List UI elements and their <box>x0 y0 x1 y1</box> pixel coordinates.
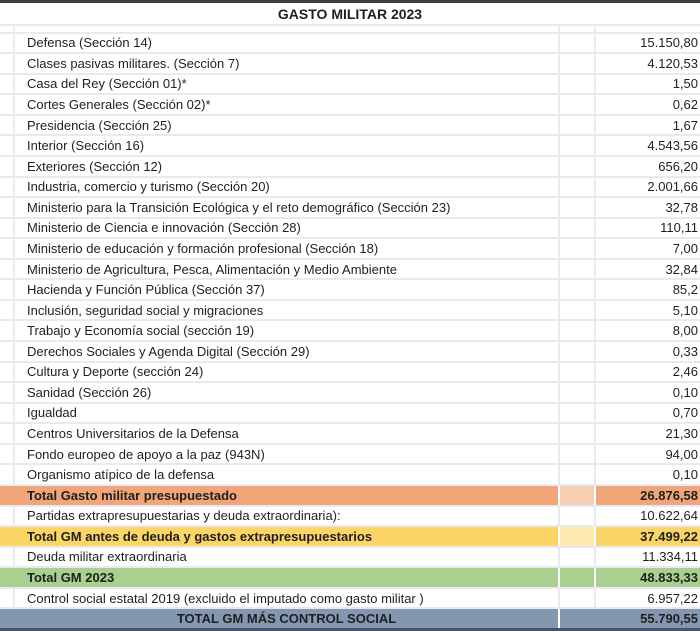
row-label-cell[interactable]: Derechos Sociales y Agenda Digital (Sección 29) <box>15 342 558 361</box>
table-row <box>0 589 700 608</box>
row-value-cell[interactable]: 48.833,33 <box>596 568 700 587</box>
row-value-cell[interactable]: 11.334,11 <box>596 548 700 567</box>
table-row <box>0 34 700 53</box>
row-index-cell[interactable] <box>0 116 15 135</box>
row-middle-cell[interactable] <box>558 527 596 546</box>
table-row <box>0 239 700 258</box>
row-label-cell[interactable] <box>15 26 558 32</box>
row-label-cell[interactable]: Total Gasto militar presupuestado <box>15 486 558 505</box>
row-value-cell[interactable]: 1,50 <box>596 75 700 94</box>
row-index-cell[interactable] <box>0 34 15 53</box>
row-label-cell[interactable]: Casa del Rey (Sección 01)* <box>15 75 558 94</box>
row-middle-cell[interactable] <box>558 95 596 114</box>
row-index-cell[interactable] <box>0 136 15 155</box>
row-value-cell[interactable]: 32,84 <box>596 260 700 279</box>
row-value-cell[interactable]: 0,10 <box>596 383 700 402</box>
row-middle-cell[interactable] <box>558 198 596 217</box>
row-middle-cell[interactable] <box>558 239 596 258</box>
table-row <box>0 609 700 628</box>
table-row <box>0 136 700 155</box>
table-row <box>0 198 700 217</box>
row-index-cell[interactable] <box>0 465 15 484</box>
row-label-cell[interactable]: Total GM antes de deuda y gastos extrapresupuestarios <box>15 527 558 546</box>
row-middle-cell[interactable] <box>558 301 596 320</box>
row-label-cell[interactable]: Partidas extrapresupuestarias y deuda extraordinaria): <box>15 507 558 526</box>
table-row <box>0 342 700 361</box>
row-middle-cell[interactable] <box>558 424 596 443</box>
row-index-cell[interactable] <box>0 239 15 258</box>
table-row <box>0 527 700 546</box>
row-index-cell[interactable] <box>0 95 15 114</box>
row-index-cell[interactable] <box>0 486 15 505</box>
table-row <box>0 404 700 423</box>
row-middle-cell[interactable] <box>558 34 596 53</box>
row-label-cell[interactable]: Deuda militar extraordinaria <box>15 548 558 567</box>
row-label-cell[interactable]: Defensa (Sección 14) <box>15 34 558 53</box>
row-value-cell[interactable]: 32,78 <box>596 198 700 217</box>
table-row <box>0 260 700 279</box>
table-row <box>0 321 700 340</box>
row-value-cell[interactable]: 8,00 <box>596 321 700 340</box>
table-row <box>0 383 700 402</box>
row-middle-cell[interactable] <box>558 321 596 340</box>
row-index-cell[interactable] <box>0 445 15 464</box>
row-index-cell[interactable] <box>0 198 15 217</box>
row-label-cell[interactable]: Cultura y Deporte (sección 24) <box>15 363 558 382</box>
row-label-cell[interactable]: Cortes Generales (Sección 02)* <box>15 95 558 114</box>
row-value-cell[interactable]: 55.790,55 <box>596 609 700 628</box>
row-value-cell[interactable]: 2,46 <box>596 363 700 382</box>
row-middle-cell[interactable] <box>558 342 596 361</box>
row-middle-cell[interactable] <box>558 404 596 423</box>
row-middle-cell[interactable] <box>558 486 596 505</box>
row-value-cell[interactable]: 1,67 <box>596 116 700 135</box>
row-label-cell[interactable]: Fondo europeo de apoyo a la paz (943N) <box>15 445 558 464</box>
row-value-cell[interactable]: 0,33 <box>596 342 700 361</box>
row-value-cell[interactable]: 85,2 <box>596 280 700 299</box>
table-row <box>0 116 700 135</box>
table-row <box>0 26 700 32</box>
table-row <box>0 219 700 238</box>
row-middle-cell[interactable] <box>558 75 596 94</box>
table-row <box>0 507 700 526</box>
row-label-cell[interactable]: Sanidad (Sección 26) <box>15 383 558 402</box>
row-middle-cell[interactable] <box>558 219 596 238</box>
row-middle-cell[interactable] <box>558 568 596 587</box>
row-index-cell[interactable] <box>0 54 15 73</box>
row-middle-cell[interactable] <box>558 136 596 155</box>
row-value-cell[interactable]: 26.876,58 <box>596 486 700 505</box>
table-row <box>0 54 700 73</box>
row-value-cell[interactable]: 94,00 <box>596 445 700 464</box>
table-row <box>0 178 700 197</box>
row-label-cell[interactable]: Interior (Sección 16) <box>15 136 558 155</box>
row-index-cell[interactable] <box>0 589 15 608</box>
row-label-cell[interactable]: Total GM 2023 <box>15 568 558 587</box>
row-middle-cell[interactable] <box>558 26 596 32</box>
row-middle-cell[interactable] <box>558 548 596 567</box>
row-value-cell[interactable]: 21,30 <box>596 424 700 443</box>
table-row <box>0 301 700 320</box>
row-value-cell[interactable]: 2.001,66 <box>596 178 700 197</box>
table-row <box>0 445 700 464</box>
row-value-cell[interactable]: 7,00 <box>596 239 700 258</box>
row-middle-cell[interactable] <box>558 157 596 176</box>
row-label-cell[interactable]: TOTAL GM MÁS CONTROL SOCIAL <box>15 609 558 628</box>
row-index-cell[interactable] <box>0 301 15 320</box>
row-value-cell[interactable]: 10.622,64 <box>596 507 700 526</box>
row-middle-cell[interactable] <box>558 260 596 279</box>
table-row <box>0 568 700 587</box>
row-value-cell[interactable]: 4.120,53 <box>596 54 700 73</box>
table-row <box>0 95 700 114</box>
row-index-cell[interactable] <box>0 75 15 94</box>
row-index-cell[interactable] <box>0 609 15 628</box>
row-index-cell[interactable] <box>0 157 15 176</box>
row-label-cell[interactable]: Hacienda y Función Pública (Sección 37) <box>15 280 558 299</box>
row-label-cell[interactable]: Industria, comercio y turismo (Sección 20) <box>15 178 558 197</box>
row-index-cell[interactable] <box>0 404 15 423</box>
table-row <box>0 548 700 567</box>
table-row <box>0 280 700 299</box>
table-row <box>0 157 700 176</box>
page-title: GASTO MILITAR 2023 <box>277 5 423 22</box>
row-index-cell[interactable] <box>0 321 15 340</box>
row-value-cell[interactable]: 15.150,80 <box>596 34 700 53</box>
row-index-cell[interactable] <box>0 280 15 299</box>
row-index-cell[interactable] <box>0 527 15 546</box>
row-value-cell[interactable]: 5,10 <box>596 301 700 320</box>
row-label-cell[interactable]: Organismo atípico de la defensa <box>15 465 558 484</box>
row-label-cell[interactable]: Ministerio para la Transición Ecológica y el reto demográfico (Sección 23) <box>15 198 558 217</box>
row-middle-cell[interactable] <box>558 363 596 382</box>
table-row <box>0 75 700 94</box>
row-index-cell[interactable] <box>0 383 15 402</box>
row-value-cell[interactable] <box>596 26 700 32</box>
row-label-cell[interactable]: Ministerio de Agricultura, Pesca, Alimentación y Medio Ambiente <box>15 260 558 279</box>
row-label-cell[interactable]: Presidencia (Sección 25) <box>15 116 558 135</box>
row-index-cell[interactable] <box>0 260 15 279</box>
row-value-cell[interactable]: 0,62 <box>596 95 700 114</box>
table-row <box>0 486 700 505</box>
row-label-cell[interactable]: Control social estatal 2019 (excluido el imputado como gasto militar ) <box>15 589 558 608</box>
row-value-cell[interactable]: 4.543,56 <box>596 136 700 155</box>
row-index-cell[interactable] <box>0 568 15 587</box>
row-label-cell[interactable]: Inclusión, seguridad social y migraciones <box>15 301 558 320</box>
row-label-cell[interactable]: Ministerio de Ciencia e innovación (Sección 28) <box>15 219 558 238</box>
row-index-cell[interactable] <box>0 363 15 382</box>
row-index-cell[interactable] <box>0 548 15 567</box>
row-value-cell[interactable]: 0,70 <box>596 404 700 423</box>
row-index-cell[interactable] <box>0 342 15 361</box>
row-middle-cell[interactable] <box>558 178 596 197</box>
row-label-cell[interactable]: Centros Universitarios de la Defensa <box>15 424 558 443</box>
row-label-cell[interactable]: Ministerio de educación y formación profesional (Sección 18) <box>15 239 558 258</box>
row-label-cell[interactable]: Igualdad <box>15 404 558 423</box>
row-label-cell[interactable]: Clases pasivas militares. (Sección 7) <box>15 54 558 73</box>
row-middle-cell[interactable] <box>558 507 596 526</box>
row-value-cell[interactable]: 37.499,22 <box>596 527 700 546</box>
row-index-cell[interactable] <box>0 424 15 443</box>
row-middle-cell[interactable] <box>558 54 596 73</box>
row-value-cell[interactable]: 656,20 <box>596 157 700 176</box>
row-middle-cell[interactable] <box>558 609 596 628</box>
table-title-cell[interactable] <box>0 3 700 24</box>
row-index-cell[interactable] <box>0 219 15 238</box>
table-row <box>0 465 700 484</box>
row-label-cell[interactable]: Exteriores (Sección 12) <box>15 157 558 176</box>
row-middle-cell[interactable] <box>558 383 596 402</box>
row-value-cell[interactable]: 6.957,22 <box>596 589 700 608</box>
table-row <box>0 363 700 382</box>
row-label-cell[interactable]: Trabajo y Economía social (sección 19) <box>15 321 558 340</box>
row-index-cell[interactable] <box>0 178 15 197</box>
row-middle-cell[interactable] <box>558 465 596 484</box>
table-row <box>0 424 700 443</box>
row-index-cell[interactable] <box>0 26 15 32</box>
row-index-cell[interactable] <box>0 507 15 526</box>
row-value-cell[interactable]: 110,11 <box>596 219 700 238</box>
row-middle-cell[interactable] <box>558 116 596 135</box>
row-value-cell[interactable]: 0,10 <box>596 465 700 484</box>
row-middle-cell[interactable] <box>558 445 596 464</box>
row-middle-cell[interactable] <box>558 280 596 299</box>
row-middle-cell[interactable] <box>558 589 596 608</box>
